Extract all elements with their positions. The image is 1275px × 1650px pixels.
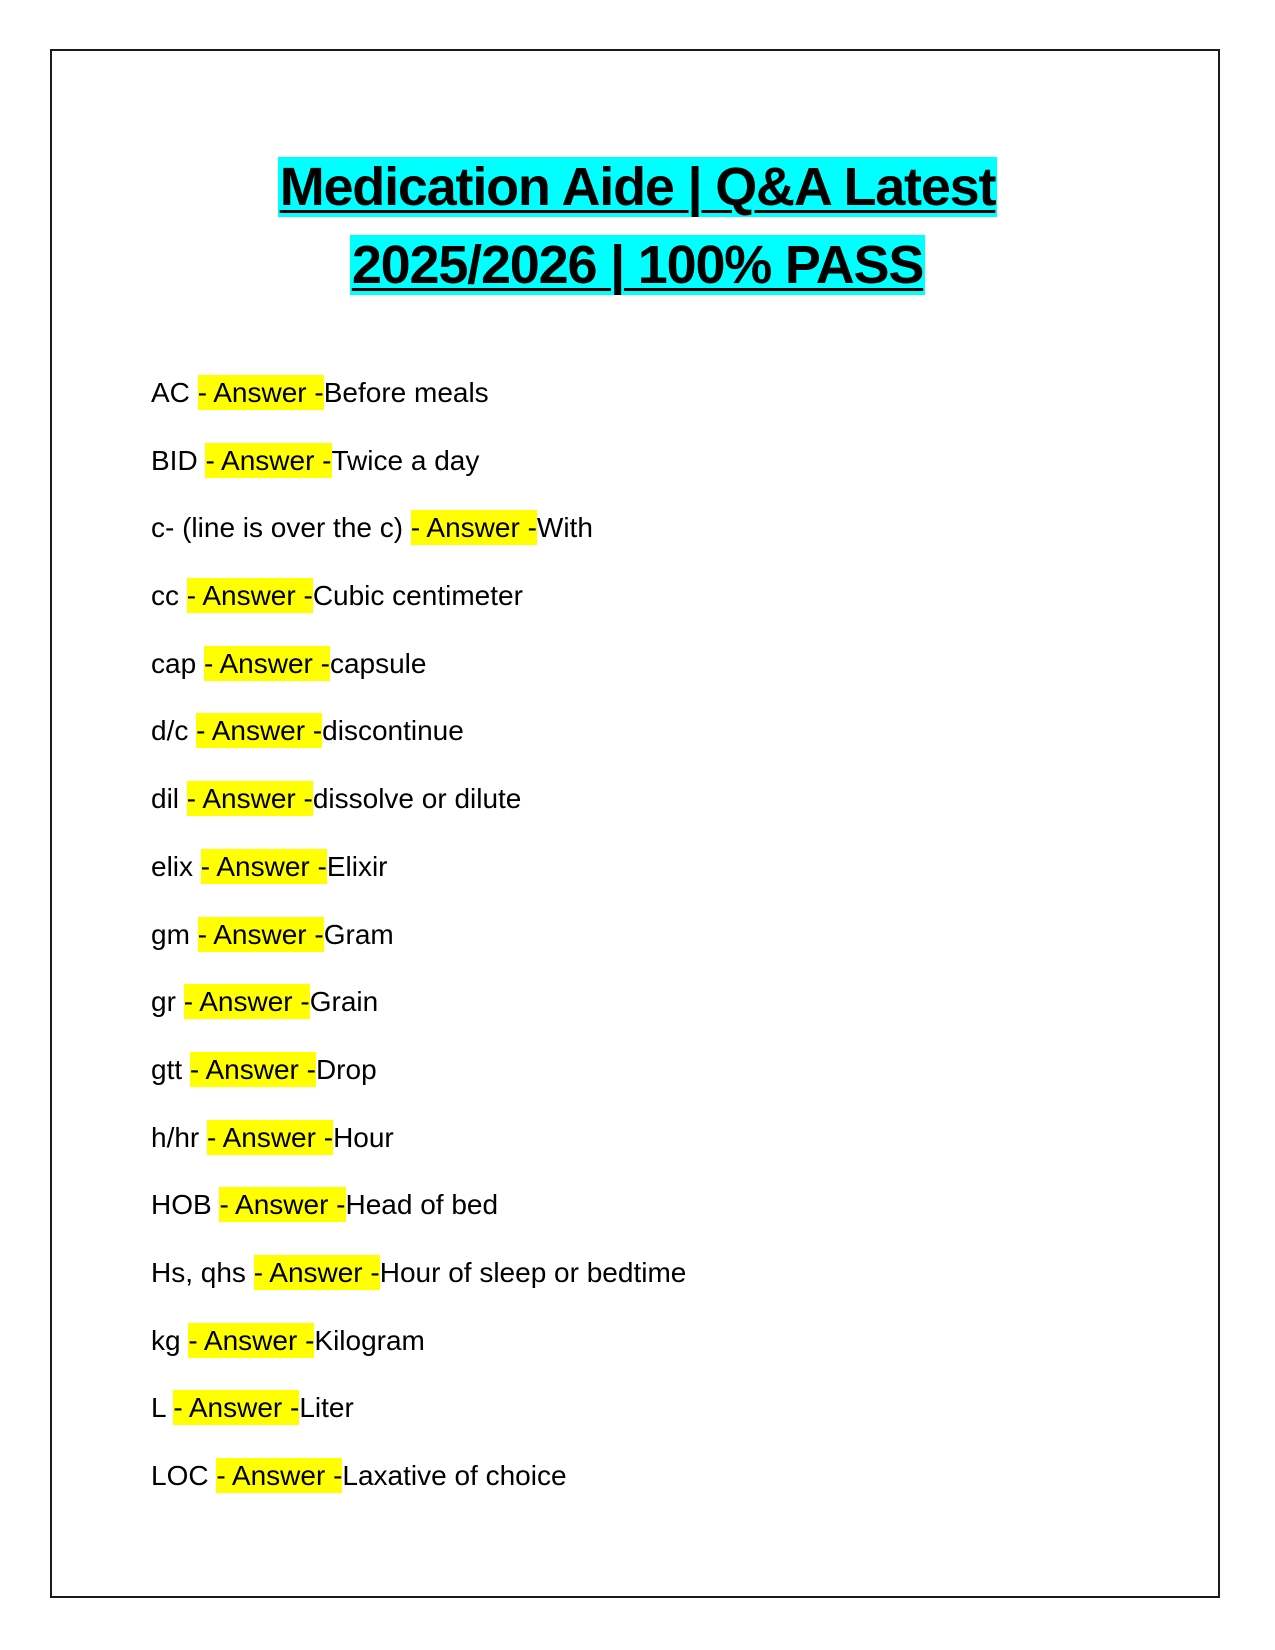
qa-term: h/hr <box>151 1121 208 1153</box>
qa-answer-text: Before meals <box>323 377 489 408</box>
qa-term: d/c <box>151 715 197 747</box>
qa-item <box>151 373 686 441</box>
qa-list <box>151 373 686 1524</box>
qa-answer-text: Twice a day <box>331 444 480 476</box>
qa-item <box>151 508 686 576</box>
qa-item <box>151 1456 686 1524</box>
qa-answer-text: discontinue <box>322 715 464 747</box>
qa-item <box>151 644 686 712</box>
qa-item <box>151 847 686 915</box>
qa-term: AC <box>151 377 198 408</box>
qa-item <box>151 1050 686 1118</box>
qa-term: L <box>151 1392 174 1424</box>
document-title <box>0 148 1275 304</box>
qa-answer-text: Cubic centimeter <box>312 580 523 612</box>
qa-term: BID <box>151 444 206 476</box>
qa-term: elix <box>151 850 201 882</box>
qa-answer-text: dissolve or dilute <box>312 783 522 815</box>
qa-answer-text: Drop <box>315 1053 377 1085</box>
answer-marker: - Answer - <box>203 647 330 679</box>
qa-answer-text: Gram <box>323 918 394 950</box>
qa-item <box>151 576 686 644</box>
qa-term: HOB <box>151 1189 220 1221</box>
qa-term: gm <box>151 918 198 950</box>
qa-item <box>151 982 686 1050</box>
answer-marker: - Answer - <box>197 377 324 408</box>
answer-marker: - Answer - <box>186 580 313 612</box>
answer-marker: - Answer - <box>188 1324 315 1356</box>
qa-item <box>151 711 686 779</box>
qa-answer-text: Head of bed <box>345 1189 499 1221</box>
qa-answer-text: capsule <box>329 647 427 679</box>
qa-item <box>151 441 686 509</box>
qa-term: cc <box>151 580 187 612</box>
qa-item <box>151 1388 686 1456</box>
answer-marker: - Answer - <box>173 1392 300 1424</box>
qa-answer-text: With <box>536 512 593 544</box>
qa-answer-text: Kilogram <box>314 1324 425 1356</box>
qa-term: gtt <box>151 1053 190 1085</box>
qa-item <box>151 1253 686 1321</box>
qa-term: kg <box>151 1324 189 1356</box>
qa-item <box>151 1185 686 1253</box>
qa-term: LOC <box>151 1460 217 1491</box>
qa-item <box>151 915 686 983</box>
answer-marker: - Answer - <box>197 918 324 950</box>
answer-marker: - Answer - <box>410 512 537 544</box>
answer-marker: - Answer - <box>189 1053 316 1085</box>
qa-answer-text: Liter <box>299 1392 354 1424</box>
qa-term: dil <box>151 783 187 815</box>
answer-marker: - Answer - <box>253 1256 380 1288</box>
answer-marker: - Answer - <box>196 715 323 747</box>
qa-term: c- (line is over the c) <box>151 512 411 544</box>
qa-answer-text: Hour <box>333 1121 394 1153</box>
qa-term: cap <box>151 647 204 679</box>
answer-marker: - Answer - <box>186 783 313 815</box>
qa-item <box>151 1321 686 1389</box>
qa-item <box>151 779 686 847</box>
answer-marker: - Answer - <box>200 850 327 882</box>
answer-marker: - Answer - <box>207 1121 334 1153</box>
qa-answer-text: Hour of sleep or bedtime <box>379 1256 687 1288</box>
qa-answer-text: Laxative of choice <box>342 1460 567 1491</box>
qa-term: gr <box>151 986 184 1018</box>
title-line-2: 2025/2026 | 100% PASS <box>351 235 924 295</box>
answer-marker: - Answer - <box>216 1460 343 1491</box>
answer-marker: - Answer - <box>219 1189 346 1221</box>
qa-term: Hs, qhs <box>151 1256 254 1288</box>
qa-item <box>151 1118 686 1186</box>
answer-marker: - Answer - <box>183 986 310 1018</box>
answer-marker: - Answer - <box>205 444 332 476</box>
title-line-1: Medication Aide | Q&A Latest <box>279 157 996 217</box>
qa-answer-text: Elixir <box>326 850 388 882</box>
qa-answer-text: Grain <box>309 986 379 1018</box>
